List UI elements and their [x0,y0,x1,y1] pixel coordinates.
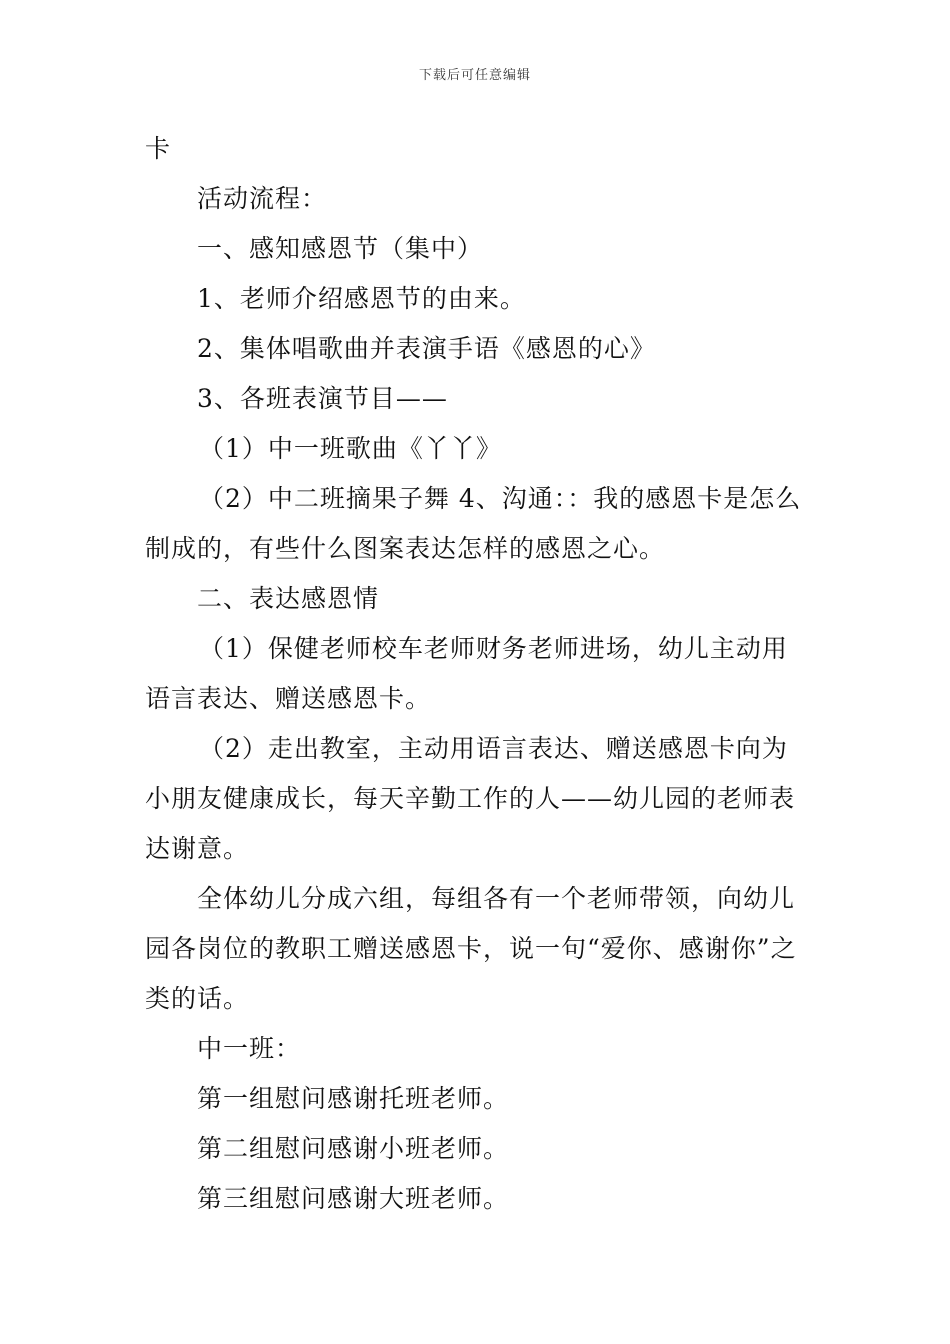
paragraph: 二、表达感恩情 [197,584,380,613]
paragraph: 2、集体唱歌曲并表演手语《感恩的心》 [197,334,656,363]
paragraph: 一、感知感恩节（集中） [197,234,484,263]
paragraph: 全体幼儿分成六组，每组各有一个老师带领，向幼儿园各岗位的教职工赠送感恩卡，说一句“爱你、感谢你”之类的话。 [145,884,797,1013]
paragraph: 第二组慰问感谢小班老师。 [197,1134,510,1163]
paragraph: （2）走出教室，主动用语言表达、赠送感恩卡向为小朋友健康成长，每天辛勤工作的人——幼儿园的老师表达谢意。 [145,734,796,863]
paragraph: 第一组慰问感谢托班老师。 [197,1084,510,1113]
paragraph: （1）中一班歌曲《丫丫》 [199,434,502,463]
header-note: 下载后可任意编辑 [418,68,531,83]
paragraph: （2）中二班摘果子舞 4、沟通：：我的感恩卡是怎么制成的，有些什么图案表达怎样的感恩之心。 [145,484,802,563]
paragraph: 第三组慰问感谢大班老师。 [197,1184,510,1213]
paragraph: （1）保健老师校车老师财务老师进场，幼儿主动用语言表达、赠送感恩卡。 [145,634,788,713]
paragraph: 活动流程： [197,184,328,213]
paragraph: 3、各班表演节目—— [197,384,448,413]
paragraph: 1、老师介绍感恩节的由来。 [197,284,526,313]
paragraph: 卡 [145,134,172,163]
document-body [145,124,810,1224]
paragraph: 中一班： [197,1034,302,1063]
